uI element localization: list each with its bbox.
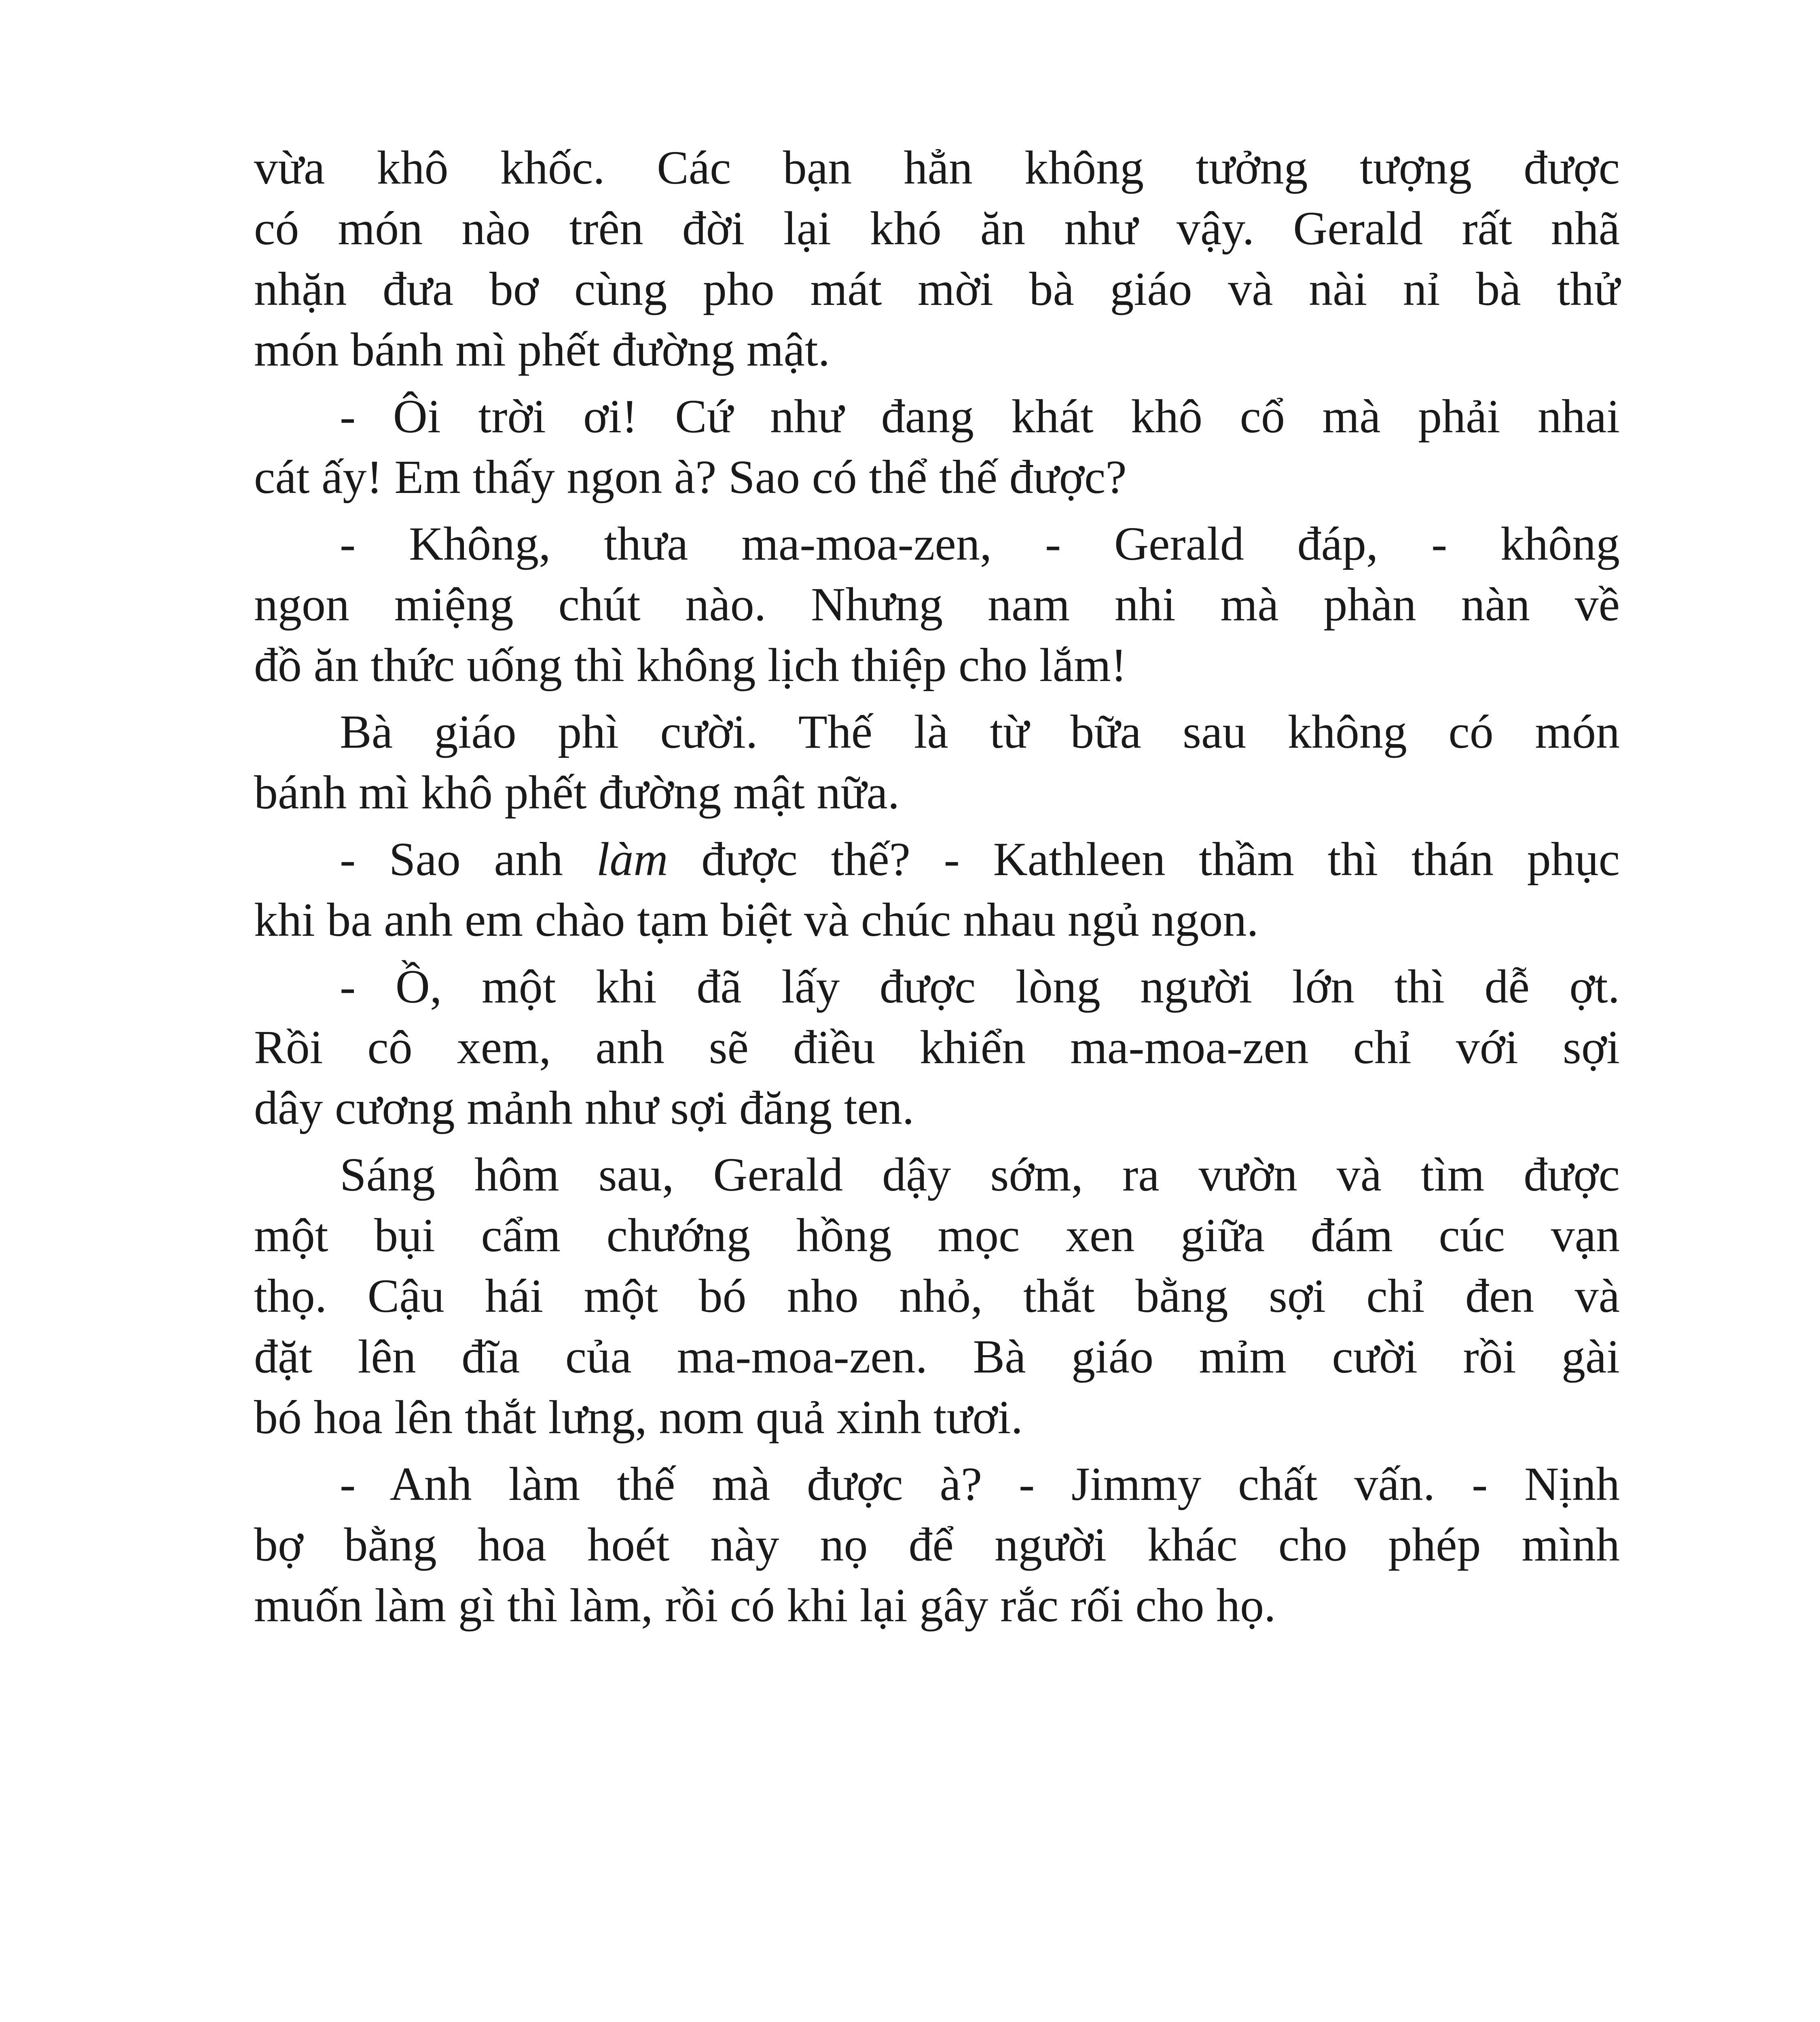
text-line: có món nào trên đời lại khó ăn như vậy. Gerald rất nhã <box>254 202 1620 255</box>
text-line: ngon miệng chút nào. Nhưng nam nhi mà phàn nàn về <box>254 578 1620 631</box>
paragraph <box>254 386 1620 508</box>
paragraph <box>254 829 1620 950</box>
italic-emphasis: làm <box>596 833 668 886</box>
text-line: đặt lên đĩa của ma-moa-zen. Bà giáo mỉm cười rồi gài <box>254 1330 1620 1383</box>
paragraph <box>254 702 1620 823</box>
paragraph <box>254 1144 1620 1448</box>
paragraph <box>254 137 1620 380</box>
text-run: - Sao anh <box>340 833 597 886</box>
paragraph <box>254 1454 1620 1636</box>
text-line: Sáng hôm sau, Gerald dậy sớm, ra vườn và tìm được <box>340 1148 1620 1201</box>
text-line: khi ba anh em chào tạm biệt và chúc nhau ngủ ngon. <box>254 893 1259 946</box>
text-line: một bụi cẩm chướng hồng mọc xen giữa đám cúc vạn <box>254 1209 1620 1262</box>
paragraph <box>254 514 1620 696</box>
text-line: món bánh mì phết đường mật. <box>254 323 830 376</box>
text-line: bợ bằng hoa hoét này nọ để người khác cho phép mình <box>254 1518 1620 1571</box>
text-run: được thế? - Kathleen thầm thì thán phục <box>668 833 1620 886</box>
text-line: bánh mì khô phết đường mật nữa. <box>254 766 900 819</box>
text-line <box>254 829 1620 890</box>
body-text <box>254 137 1620 1642</box>
text-line: đồ ăn thức uống thì không lịch thiệp cho lắm! <box>254 639 1127 692</box>
text-line: muốn làm gì thì làm, rồi có khi lại gây rắc rối cho họ. <box>254 1579 1276 1632</box>
text-line: nhặn đưa bơ cùng pho mát mời bà giáo và nài nỉ bà thử <box>254 262 1620 315</box>
text-line: cát ấy! Em thấy ngon à? Sao có thể thế được? <box>254 451 1127 503</box>
text-line: - Ôi trời ơi! Cứ như đang khát khô cổ mà phải nhai <box>340 390 1620 443</box>
text-line: bó hoa lên thắt lưng, nom quả xinh tươi. <box>254 1391 1023 1444</box>
text-line: - Anh làm thế mà được à? - Jimmy chất vấn. - Nịnh <box>340 1457 1620 1510</box>
text-line: - Không, thưa ma-moa-zen, - Gerald đáp, - không <box>340 517 1620 570</box>
paragraph <box>254 956 1620 1138</box>
text-line: - Ồ, một khi đã lấy được lòng người lớn thì dễ ợt. <box>340 960 1620 1013</box>
text-line: thọ. Cậu hái một bó nho nhỏ, thắt bằng sợi chỉ đen và <box>254 1269 1620 1322</box>
text-line: dây cương mảnh như sợi đăng ten. <box>254 1081 914 1134</box>
text-line: Rồi cô xem, anh sẽ điều khiển ma-moa-zen chỉ với sợi <box>254 1021 1620 1074</box>
text-line: vừa khô khốc. Các bạn hẳn không tưởng tượng được <box>254 141 1620 194</box>
text-line: Bà giáo phì cười. Thế là từ bữa sau không có món <box>340 705 1620 758</box>
